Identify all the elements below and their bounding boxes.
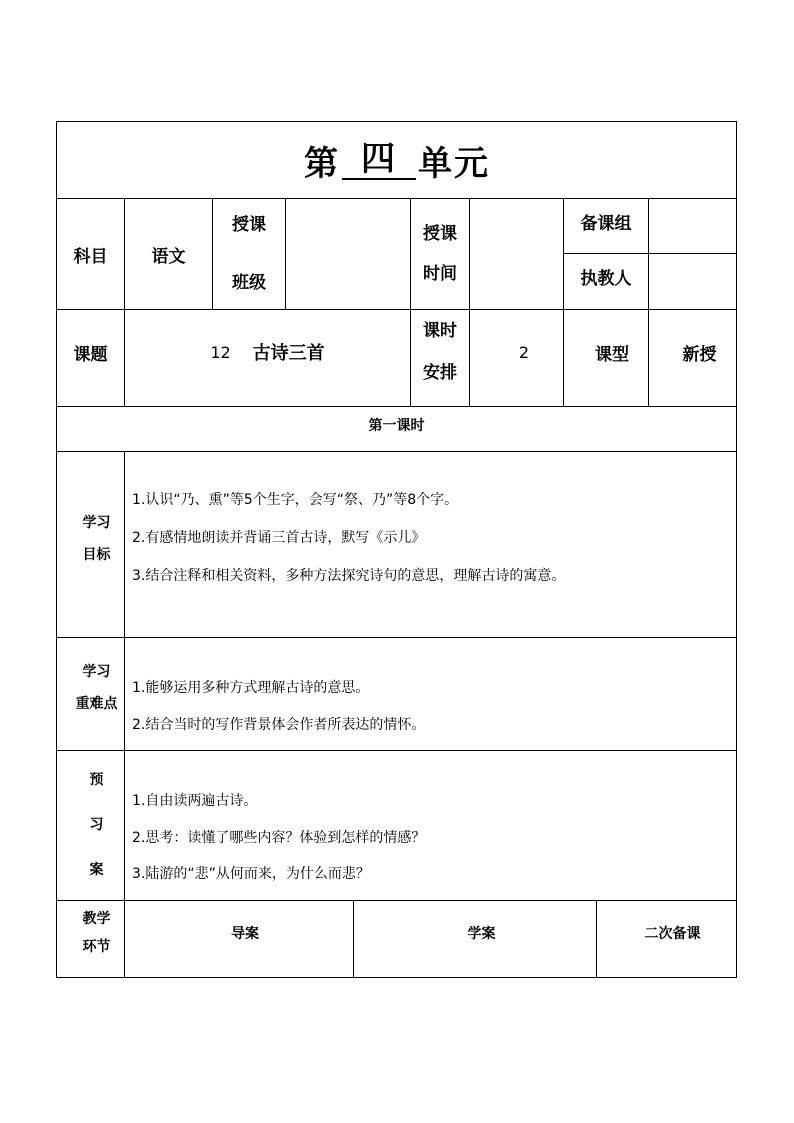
key-point-item: 1.能够运用多种方式理解古诗的意思。 [132, 680, 370, 696]
prep-group-value [649, 199, 736, 253]
hours-label-line1: 课时 [423, 321, 457, 341]
key-point-item: 2.结合当时的写作背景体会作者所表达的情怀。 [132, 717, 426, 733]
type-value: 新授 [682, 344, 717, 365]
time-label-line2: 时间 [423, 264, 457, 284]
goals-label-line2: 目标 [82, 547, 111, 563]
class-label-line1: 授课 [232, 215, 266, 235]
hours-label-line2: 安排 [423, 363, 457, 383]
subject-value: 语文 [151, 246, 186, 267]
hours-label [411, 310, 469, 394]
teacher-value [649, 254, 736, 309]
unit-title-suffix: 单元 [418, 143, 490, 184]
lesson-number: 12 [210, 342, 231, 362]
row-divider [56, 451, 737, 452]
teacher-label: 执教人 [580, 268, 632, 289]
preview-item: 2.思考：读懂了哪些内容？体验到怎样的情感？ [132, 830, 426, 846]
lesson-topic [125, 310, 410, 394]
second-prep-header: 二次备课 [644, 926, 701, 942]
type-label: 课型 [595, 344, 629, 365]
table-border-right [736, 121, 737, 978]
preview-label-line2: 习 [89, 817, 104, 833]
goal-item: 1.认识“乃、熏”等5个生字，会写“祭、乃”等8个字。 [132, 492, 459, 508]
unit-number: 四 [342, 140, 416, 180]
preview-item: 3.陆游的“悲”从何而来，为什么而悲？ [132, 866, 370, 882]
period-header: 第一课时 [368, 417, 425, 434]
goals-label-line1: 学习 [82, 515, 111, 531]
time-value [470, 199, 563, 309]
goal-item: 2.有感情地朗读并背诵三首古诗，默写《示儿》 [132, 530, 426, 546]
guide-plan-header: 导案 [231, 926, 259, 942]
key-points-label-line2: 重难点 [75, 696, 118, 712]
hours-value: 2 [518, 342, 530, 362]
goal-item: 3.结合注释和相关资料，多种方法探究诗句的意思，理解古诗的寓意。 [132, 568, 566, 584]
preview-label-line3: 案 [89, 862, 104, 878]
time-label-line1: 授课 [423, 224, 457, 244]
steps-label-line2: 环节 [82, 939, 111, 955]
prep-group-label: 备课组 [580, 213, 632, 234]
topic-label: 课题 [73, 344, 108, 365]
preview-label-line1: 预 [89, 772, 104, 788]
time-label [411, 199, 469, 309]
class-label [213, 199, 285, 309]
study-plan-header: 学案 [467, 926, 496, 942]
class-label-line2: 班级 [232, 273, 266, 293]
table-border-bottom [56, 977, 737, 978]
key-points-label [57, 638, 136, 738]
subject-label: 科目 [73, 246, 108, 267]
row-divider [56, 750, 737, 751]
key-points-label-line1: 学习 [82, 664, 111, 680]
steps-label-line1: 教学 [82, 911, 111, 927]
unit-title-prefix: 第 [304, 143, 340, 184]
preview-label [57, 751, 136, 900]
lesson-title: 古诗三首 [252, 343, 325, 364]
goals-label [57, 452, 136, 626]
class-value [286, 199, 410, 309]
preview-item: 1.自由读两遍古诗。 [132, 793, 258, 809]
row-divider [56, 637, 737, 638]
unit-title [57, 122, 737, 198]
